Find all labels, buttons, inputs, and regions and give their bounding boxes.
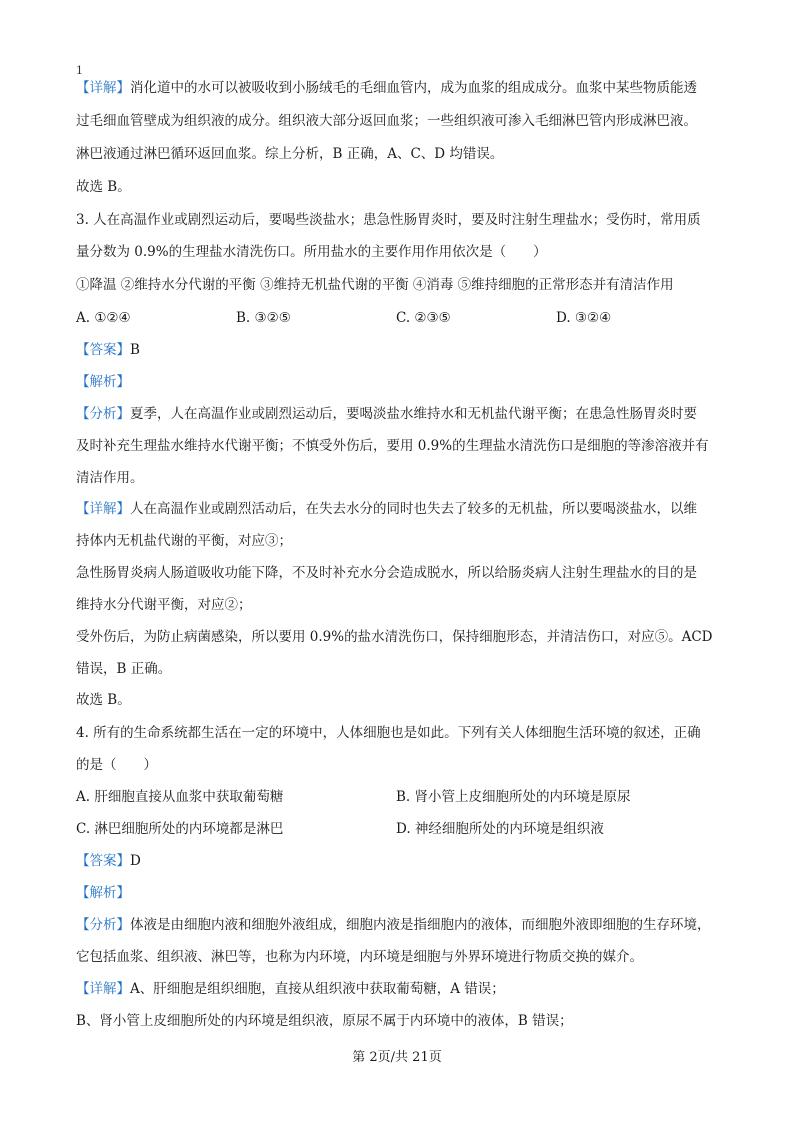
q3-analysis-tag: 【解析】 xyxy=(76,374,130,390)
answer-tag: 【答案】 xyxy=(76,342,130,358)
q4-option-d: D. 神经细胞所处的内环境是组织液 xyxy=(396,821,604,837)
q4-fenxi-line-2: 它包括血浆、组织液、淋巴等，也称为内环境，内环境是细胞与外界环境进行物质交换的媒介。 xyxy=(76,949,643,965)
q4-detail-line-1: 【详解】A、肝细胞是组织细胞，直接从组织液中获取葡萄糖，A 错误； xyxy=(76,981,505,997)
q3-detail-line-3: 急性肠胃炎病人肠道吸收功能下降，不及时补充水分会造成脱水，所以给肠炎病人注射生理盐水的目的是 xyxy=(76,565,697,581)
q2-detail-line-3: 淋巴液通过淋巴循环返回血浆。综上分析，B 正确，A、C、D 均错误。 xyxy=(76,146,504,162)
q2-detail-line-1: 【详解】消化道中的水可以被吸收到小肠绒毛的毛细血管内，成为血浆的组成成分。血浆中某些物质能透 xyxy=(76,80,697,96)
q3-detail-line-4: 维持水分代谢平衡，对应②； xyxy=(76,597,252,613)
fenxi-tag: 【分析】 xyxy=(76,917,130,933)
q3-option-a: A. ①②④ xyxy=(76,310,131,326)
q3-fenxi-line-1: 【分析】夏季，人在高温作业或剧烈运动后，要喝淡盐水维持水和无机盐代谢平衡；在患急性肠胃炎时要 xyxy=(76,406,697,422)
q2-conclusion: 故选 B。 xyxy=(76,179,131,195)
q4-detail-line-2: B、肾小管上皮细胞所处的内环境是组织液，原尿不属于内环境中的液体，B 错误； xyxy=(76,1013,573,1029)
q4-option-c: C. 淋巴细胞所处的内环境都是淋巴 xyxy=(76,821,284,837)
q3-option-c: C. ②③⑤ xyxy=(396,310,451,326)
q3-items: ①降温 ②维持水分代谢的平衡 ③维持无机盐代谢的平衡 ④消毒 ⑤维持细胞的正常形态并有清洁作用 xyxy=(76,277,674,293)
q2-detail-line-2: 过毛细血管壁成为组织液的成分。组织液大部分返回血浆；一些组织液可渗入毛细淋巴管内形成淋巴液。 xyxy=(76,113,697,129)
q4-analysis-tag: 【解析】 xyxy=(76,885,130,901)
q3-fenxi-line-3: 清洁作用。 xyxy=(76,470,144,486)
detail-tag: 【详解】 xyxy=(76,501,130,517)
q4-stem-line-1: 4. 所有的生命系统都生活在一定的环境中，人体细胞也是如此。下列有关人体细胞生活环境的叙述，正确 xyxy=(76,725,701,741)
q3-detail-line-6: 错误，B 正确。 xyxy=(76,661,172,677)
q3-conclusion: 故选 B。 xyxy=(76,692,131,708)
fenxi-tag: 【分析】 xyxy=(76,406,130,422)
q3-detail-line-5: 受外伤后，为防止病菌感染，所以要用 0.9%的盐水清洗伤口，保持细胞形态，并清洁伤口，对应⑤。ACD xyxy=(76,629,713,645)
q4-option-b: B. 肾小管上皮细胞所处的内环境是原尿 xyxy=(396,789,631,805)
q4-fenxi-line-1: 【分析】体液是由细胞内液和细胞外液组成，细胞内液是指细胞内的液体，而细胞外液即细胞的生存环境， xyxy=(76,917,711,933)
q3-stem-line-2: 量分数为 0.9%的生理盐水清洗伤口。所用盐水的主要作用作用依次是（ ） xyxy=(76,244,547,260)
page-footer: 第 2页/共 21页 xyxy=(352,1050,442,1065)
q3-option-b: B. ③②⑤ xyxy=(236,310,291,326)
answer-tag: 【答案】 xyxy=(76,853,130,869)
q3-fenxi-line-2: 及时补充生理盐水维持水代谢平衡；不慎受外伤后，要用 0.9%的生理盐水清洗伤口是细胞的等渗溶液并有 xyxy=(76,438,709,454)
detail-tag: 【详解】 xyxy=(76,80,130,96)
q3-option-d: D. ③②④ xyxy=(556,310,612,326)
q4-option-a: A. 肝细胞直接从血浆中获取葡萄糖 xyxy=(76,789,284,805)
q3-stem-line-1: 3. 人在高温作业或剧烈运动后，要喝些淡盐水；患急性肠胃炎时，要及时注射生理盐水；受伤时，常用质 xyxy=(76,212,701,228)
q4-answer: 【答案】D xyxy=(76,853,141,869)
q3-detail-line-2: 持体内无机盐代谢的平衡，对应③； xyxy=(76,533,292,549)
page-marker: 1 xyxy=(76,64,83,77)
q3-answer: 【答案】B xyxy=(76,342,140,358)
detail-tag: 【详解】 xyxy=(76,981,130,997)
q4-stem-line-2: 的是（ ） xyxy=(76,757,157,773)
q3-detail-line-1: 【详解】人在高温作业或剧烈活动后，在失去水分的同时也失去了较多的无机盐，所以要喝淡盐水，以维 xyxy=(76,501,697,517)
